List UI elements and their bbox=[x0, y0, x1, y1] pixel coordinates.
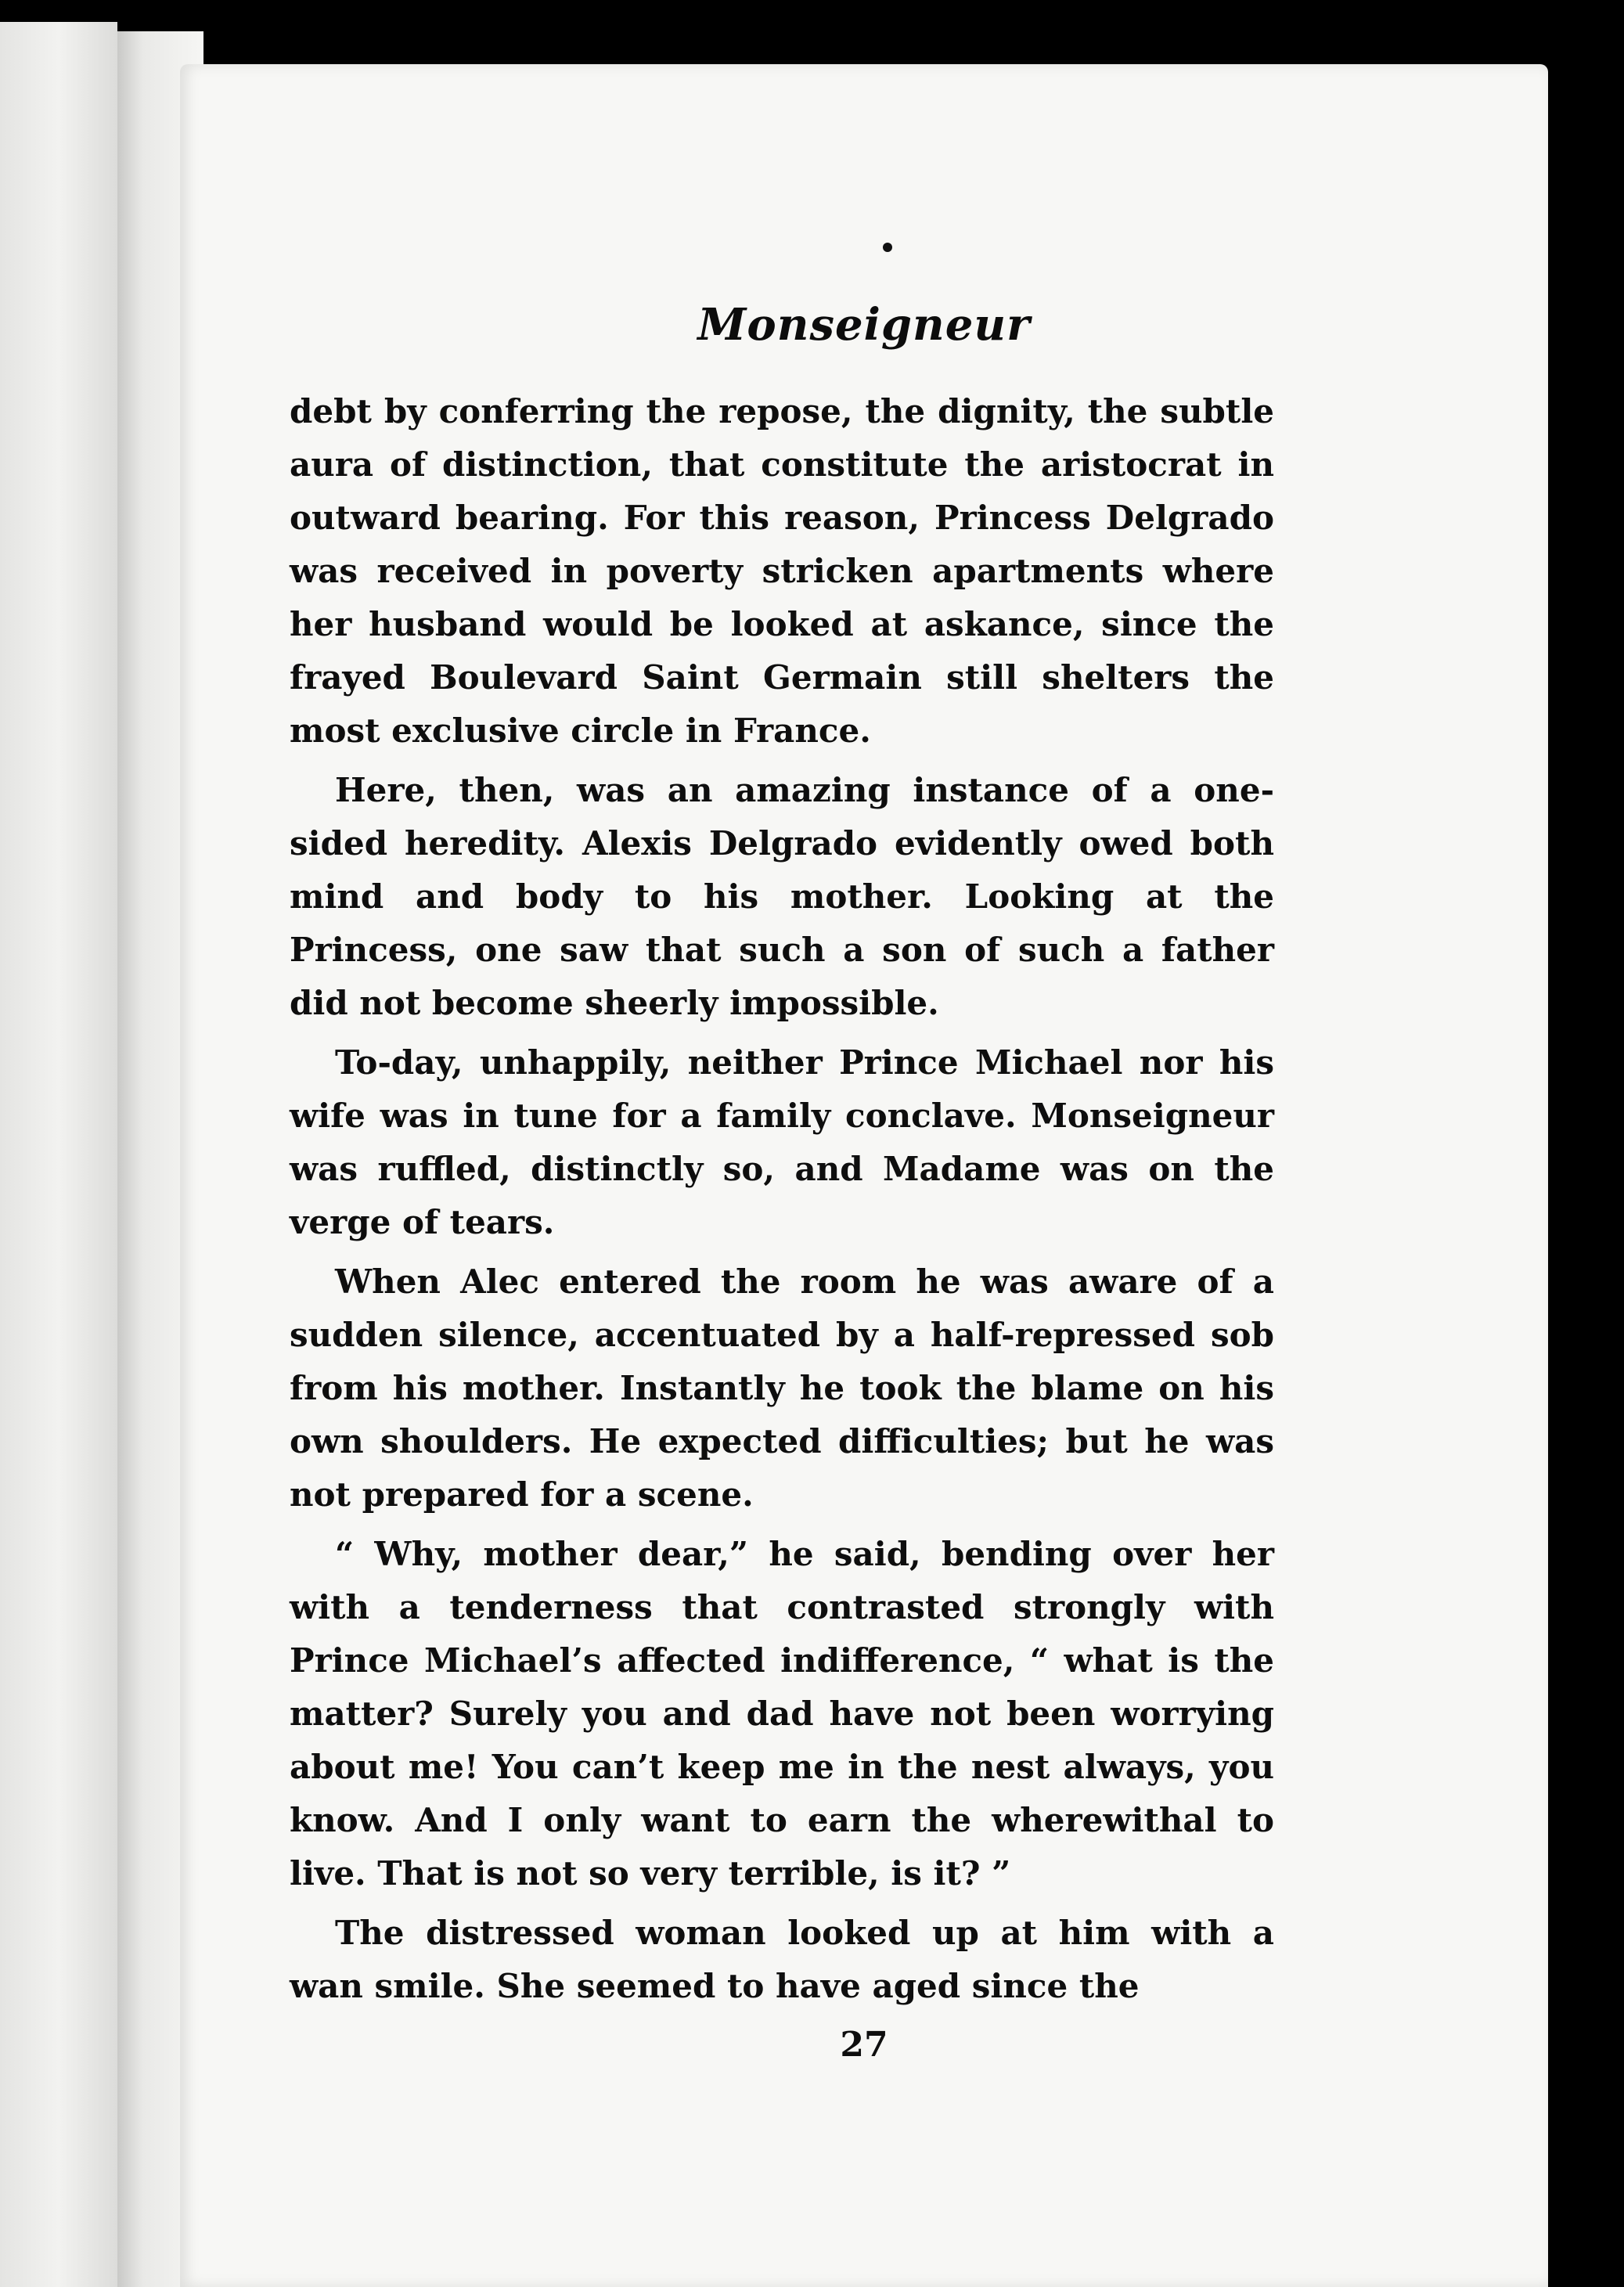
running-head: Monseigneur bbox=[697, 299, 1031, 351]
ink-dot-mark bbox=[883, 243, 892, 252]
paragraph: “ Why, mother dear,” he said, bending over her with a tenderness that contrasted strongly with Prince Michael’s affected indifference, “ what is the matter? Surely you and dad have not been worrying about me! You can’t keep me in the nest always, you know. And I only want to earn the wherewithal to live. That is not so very terrible, is it? ” bbox=[290, 1535, 1274, 1893]
paragraph: The distressed woman looked up at him with a wan smile. She seemed to have aged since the bbox=[290, 1914, 1274, 2005]
paragraph: When Alec entered the room he was aware of a sudden silence, accentuated by a half-repressed sob from his mother. Instantly he took the blame on his own shoulders. He expected difficulties; but he was not prepared for a scene. bbox=[290, 1262, 1274, 1514]
page-number: 27 bbox=[840, 2025, 888, 2065]
paragraph: Here, then, was an amazing instance of a one-sided heredity. Alexis Delgrado evidently owed both mind and body to his mother. Looking at the Princess, one saw that such a son of such a father did not become sheerly impossible. bbox=[290, 771, 1274, 1022]
paragraph: debt by conferring the repose, the dignity, the subtle aura of distinction, that constitute the aristocrat in outward bearing. For this reason, Princess Delgrado was received in poverty stricken apartments where her husband would be looked at askance, since the frayed Boulevard Saint Germain still shelters the most exclusive circle in France. bbox=[290, 392, 1274, 750]
book-page bbox=[180, 64, 1548, 2287]
body-text bbox=[290, 385, 1274, 2019]
paragraph: To-day, unhappily, neither Prince Michael nor his wife was in tune for a family conclave. Monseigneur was ruffled, distinctly so, and Madame was on the verge of tears. bbox=[290, 1043, 1274, 1241]
facing-page-edge bbox=[0, 22, 117, 2287]
